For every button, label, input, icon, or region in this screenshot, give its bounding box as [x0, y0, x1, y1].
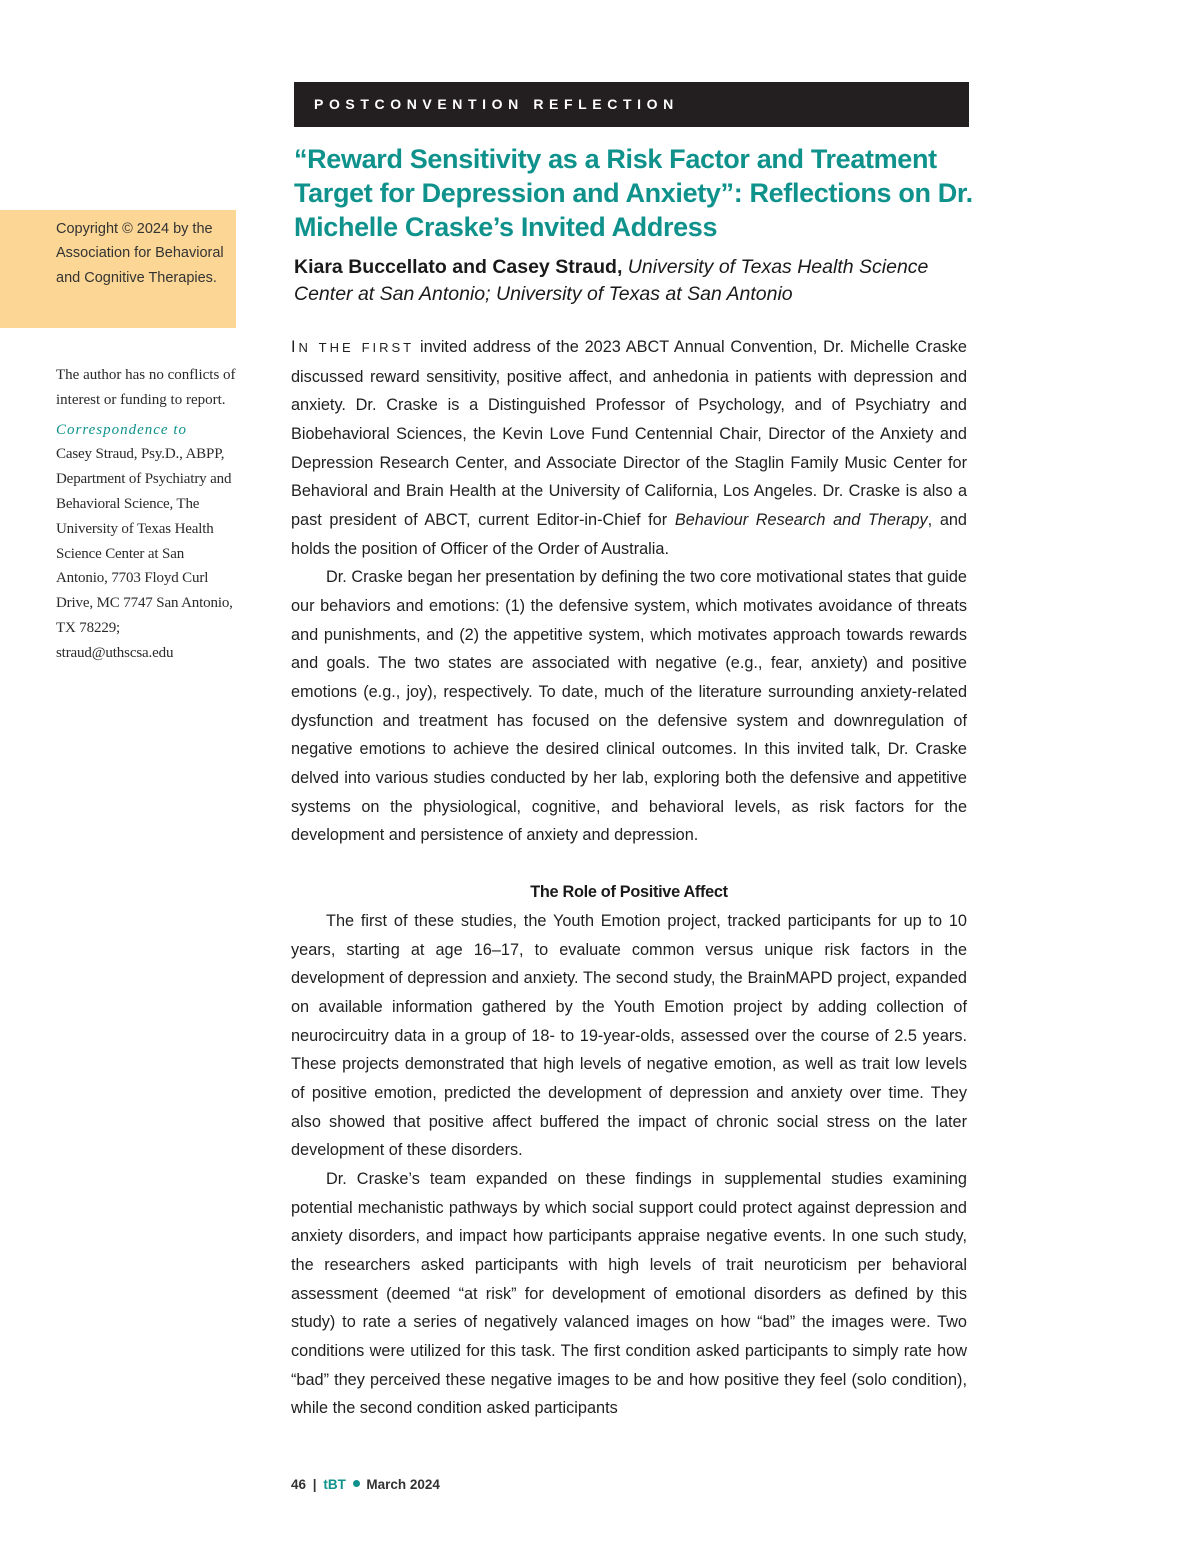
paragraph-youth-emotion: The first of these studies, the Youth Emotion project, tracked participants for up to 10 years, starting at age 16–17, to evaluate common versus unique risk factors in the development of depression and anxiety. The second study, the BrainMAPD project, expanded on available information gathered by the Youth Emotion project by adding collection of neurocircuitry data in a group of 18- to 19-year-olds, assessed over the course of 2.5 years. These projects demonstrated that high levels of negative emotion, as well as trait low levels of positive emotion, predicted the development of depression and anxiety over time. They also showed that positive affect buffered the impact of chronic social stress on the later development of these disorders.	[291, 912, 967, 1160]
bullet-icon	[353, 1480, 360, 1487]
page-footer	[291, 1475, 440, 1495]
publication-name: tBT	[323, 1477, 346, 1492]
paragraph-intro	[291, 333, 967, 563]
paragraph-motivational-states: Dr. Craske began her presentation by defining the two core motivational states that guide our behaviors and emotions: (1) the defensive system, which motivates avoidance of threats and punishments, and (2) the appetitive system, which motivates approach towards rewards and goals. The two states are associated with negative (e.g., fear, anxiety) and positive emotions (e.g., joy), respectively. To date, much of the literature surrounding anxiety-related dysfunction and treatment has focused on the defensive system and downregulation of negative emotions to achieve the desired clinical outcomes. In this invited talk, Dr. Craske delved into various studies conducted by her lab, exploring both the defensive and appetitive systems on the physiological, cognitive, and behavioral levels, as risk factors for the development and persistence of anxiety and depression.	[291, 568, 967, 845]
copyright-box	[0, 210, 236, 328]
lead-small-caps: N THE FIRST	[298, 340, 415, 355]
section-header-bar	[294, 82, 969, 127]
article-title: “Reward Sensitivity as a Risk Factor and Treatment Target for Depression and Anxiety”: Reflections on Dr. Michelle Craske’s Invited Address	[294, 144, 973, 242]
section-label: POSTCONVENTION REFLECTION	[314, 96, 679, 112]
affiliation: University of Texas Health Science Center at San Antonio; University of Texas at San Antonio	[294, 256, 929, 305]
journal-name: Behaviour Research and Therapy	[674, 510, 928, 529]
sidebar-notes	[56, 363, 236, 666]
article-body	[291, 333, 967, 1423]
section-heading: The Role of Positive Affect	[530, 883, 728, 902]
paragraph-intro-text-a: invited address of the 2023 ABCT Annual Convention, Dr. Michelle Craske discussed reward sensitivity, positive affect, and anhedonia in patients with depression and anxiety. Dr. Craske is a Distinguished Professor of Psychology, and of Psychiatry and Biobehavioral Sciences, the Kevin Love Fund Centennial Chair, Director of the Anxiety and Depression Research Center, and Associate Director of the Staglin Family Music Center for Behavioral and Brain Health at the University of California, Los Angeles. Dr. Craske is also a past president of ABCT, current Editor-in-Chief for	[291, 338, 967, 529]
copyright-notice: Copyright © 2024 by the Association for Behavioral and Cognitive Therapies.	[56, 221, 224, 286]
byline	[294, 254, 974, 308]
footer-separator: |	[312, 1477, 317, 1492]
lead-initial: I	[291, 338, 299, 356]
conflicts-statement: The author has no conflicts of interest or funding to report.	[56, 367, 236, 408]
authors: Kiara Buccellato and Casey Straud,	[294, 256, 623, 278]
correspondence-text: Casey Straud, Psy.D., ABPP, Department of Psychiatry and Behavioral Science, The University of Texas Health Science Center at San Antonio, 7703 Floyd Curl Drive, MC 7747 San Antonio, TX 78229; straud@uthscsa.edu	[56, 446, 233, 661]
paragraph-supplemental-studies: Dr. Craske’s team expanded on these findings in supplemental studies examining potential mechanistic pathways by which social support could protect against depression and anxiety disorders, and impact how participants appraise negative events. In one such study, the researchers asked participants with high levels of trait neuroticism per behavioral assessment (deemed “at risk” for development of emotional disorders as defined by this study) to rate a series of negatively valanced images on how “bad” the images were. Two conditions were utilized for this task. The first condition asked participants to simply rate how “bad” they perceived these negative images to be and how positive they feel (solo condition), while the second condition asked participants	[291, 1170, 967, 1418]
correspondence-label: Correspondence to	[56, 421, 188, 438]
issue-date: March 2024	[366, 1477, 440, 1492]
paragraph-intro-text-b: , and holds the position of Officer of the Order of Australia.	[291, 510, 967, 558]
page-number: 46	[291, 1477, 307, 1492]
